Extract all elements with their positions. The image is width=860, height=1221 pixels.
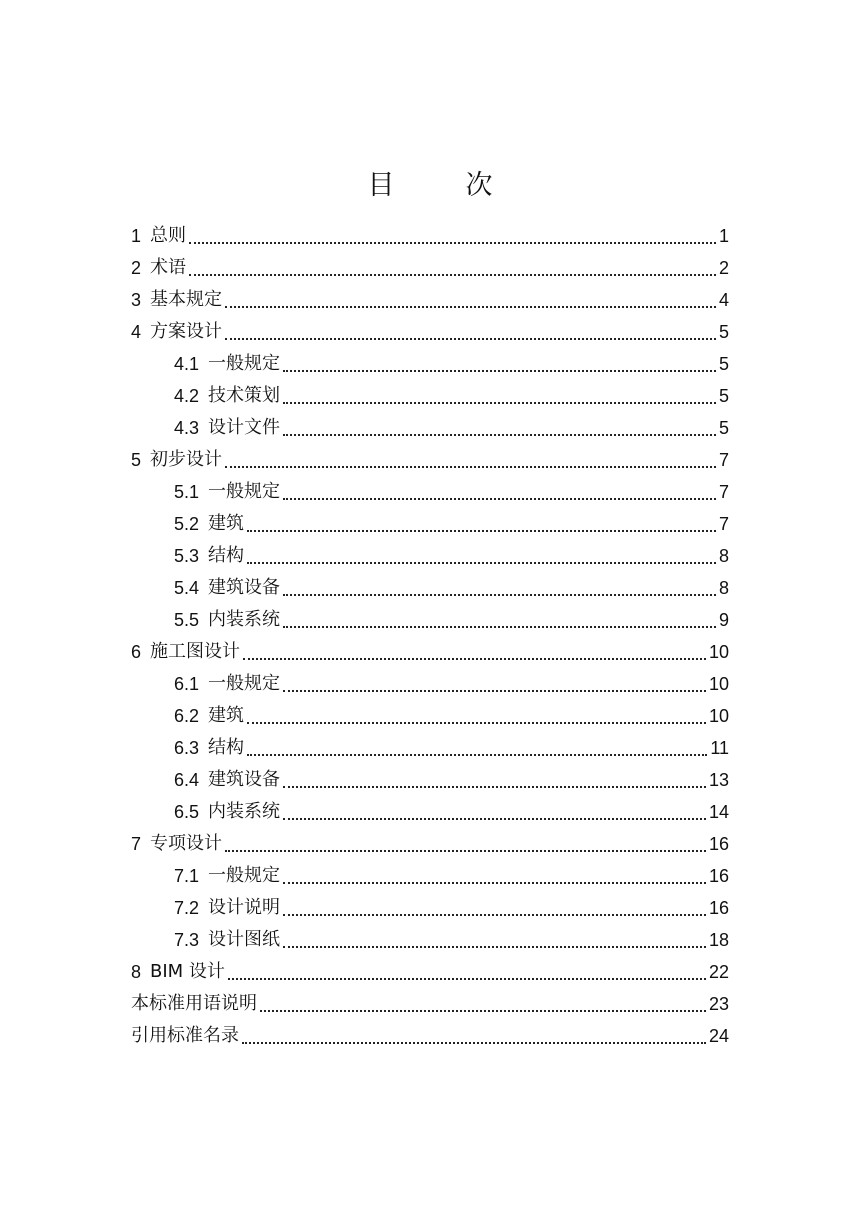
toc-dot-leader xyxy=(225,337,716,340)
toc-entry[interactable] xyxy=(131,988,729,1020)
toc-entry[interactable] xyxy=(131,348,729,380)
toc-entry-title: 结构 xyxy=(208,737,245,758)
toc-dot-leader xyxy=(242,1041,706,1044)
toc-entry-title: 总则 xyxy=(150,225,187,246)
toc-dot-leader xyxy=(260,1009,706,1012)
toc-entry-title: 专项设计 xyxy=(150,833,223,854)
toc-dot-leader xyxy=(283,593,716,596)
toc-entry-number: 3 xyxy=(131,290,142,310)
toc-entry-page-number: 23 xyxy=(708,994,729,1014)
table-of-contents xyxy=(131,220,729,1052)
toc-dot-leader xyxy=(189,241,716,244)
toc-entry-title: 建筑设备 xyxy=(208,769,281,790)
toc-dot-leader xyxy=(283,785,706,788)
toc-entry-number: 6.5 xyxy=(174,802,200,822)
toc-entry-title: 建筑设备 xyxy=(208,577,281,598)
toc-entry[interactable] xyxy=(131,956,729,988)
toc-entry[interactable] xyxy=(131,924,729,956)
toc-entry-page-number: 1 xyxy=(718,226,729,246)
toc-entry-number: 4.1 xyxy=(174,354,200,374)
toc-entry-page-number: 16 xyxy=(708,834,729,854)
toc-entry-title: 技术策划 xyxy=(208,385,281,406)
toc-entry-title: 一般规定 xyxy=(208,865,281,886)
toc-entry-number: 4.3 xyxy=(174,418,200,438)
toc-entry-number: 6 xyxy=(131,642,142,662)
toc-entry-title: 一般规定 xyxy=(208,481,281,502)
toc-entry-number: 5.1 xyxy=(174,482,200,502)
toc-entry-title: 初步设计 xyxy=(150,449,223,470)
toc-entry-number: 7.1 xyxy=(174,866,200,886)
toc-entry-number: 5.4 xyxy=(174,578,200,598)
toc-dot-leader xyxy=(247,721,706,724)
toc-entry-page-number: 7 xyxy=(718,482,729,502)
toc-dot-leader xyxy=(243,657,706,660)
toc-entry-number: 5 xyxy=(131,450,142,470)
toc-entry[interactable] xyxy=(131,284,729,316)
toc-entry-page-number: 5 xyxy=(718,418,729,438)
toc-entry-page-number: 8 xyxy=(718,578,729,598)
toc-entry-title: 施工图设计 xyxy=(150,641,241,662)
toc-entry-title: 设计说明 xyxy=(208,897,281,918)
toc-entry-title: 建筑 xyxy=(208,513,245,534)
toc-dot-leader xyxy=(283,433,716,436)
toc-entry-number: 7 xyxy=(131,834,142,854)
toc-entry-number: 6.4 xyxy=(174,770,200,790)
toc-entry-page-number: 4 xyxy=(718,290,729,310)
toc-dot-leader xyxy=(225,305,716,308)
toc-entry[interactable] xyxy=(131,604,729,636)
toc-entry-page-number: 8 xyxy=(718,546,729,566)
toc-entry-title: 内装系统 xyxy=(208,609,281,630)
toc-dot-leader xyxy=(283,817,706,820)
toc-entry-number: 8 xyxy=(131,962,142,982)
toc-entry-page-number: 18 xyxy=(708,930,729,950)
toc-entry-page-number: 5 xyxy=(718,386,729,406)
toc-entry[interactable] xyxy=(131,796,729,828)
toc-entry-page-number: 14 xyxy=(708,802,729,822)
toc-dot-leader xyxy=(247,753,707,756)
toc-entry-page-number: 7 xyxy=(718,514,729,534)
toc-entry[interactable] xyxy=(131,668,729,700)
toc-entry[interactable] xyxy=(131,316,729,348)
toc-entry-page-number: 9 xyxy=(718,610,729,630)
toc-entry[interactable] xyxy=(131,540,729,572)
toc-entry[interactable] xyxy=(131,764,729,796)
toc-dot-leader xyxy=(283,369,716,372)
toc-entry-page-number: 10 xyxy=(708,674,729,694)
toc-entry-title: 基本规定 xyxy=(150,289,223,310)
toc-entry[interactable] xyxy=(131,700,729,732)
toc-entry-title: 设计图纸 xyxy=(208,929,281,950)
toc-entry-title: 方案设计 xyxy=(150,321,223,342)
toc-dot-leader xyxy=(283,625,716,628)
toc-entry-page-number: 16 xyxy=(708,866,729,886)
toc-entry-page-number: 7 xyxy=(718,450,729,470)
toc-entry[interactable] xyxy=(131,476,729,508)
toc-entry-title: 本标准用语说明 xyxy=(131,993,257,1014)
toc-entry-number: 6.1 xyxy=(174,674,200,694)
toc-dot-leader xyxy=(247,561,716,564)
toc-entry[interactable] xyxy=(131,828,729,860)
toc-entry-page-number: 5 xyxy=(718,354,729,374)
toc-entry-number: 2 xyxy=(131,258,142,278)
toc-dot-leader xyxy=(228,977,706,980)
toc-entry-page-number: 24 xyxy=(708,1026,729,1046)
toc-entry-number: 5.5 xyxy=(174,610,200,630)
toc-entry[interactable] xyxy=(131,636,729,668)
toc-entry-title: BIM 设计 xyxy=(150,961,225,982)
toc-dot-leader xyxy=(283,881,706,884)
toc-entry[interactable] xyxy=(131,892,729,924)
page-title: 目 次 xyxy=(367,170,515,201)
toc-entry-page-number: 10 xyxy=(708,706,729,726)
toc-entry[interactable] xyxy=(131,572,729,604)
toc-entry-title: 设计文件 xyxy=(208,417,281,438)
toc-entry-number: 4.2 xyxy=(174,386,200,406)
toc-dot-leader xyxy=(283,913,706,916)
toc-entry-page-number: 13 xyxy=(708,770,729,790)
toc-entry[interactable] xyxy=(131,860,729,892)
toc-entry[interactable] xyxy=(131,444,729,476)
toc-dot-leader xyxy=(283,689,706,692)
toc-entry-title: 引用标准名录 xyxy=(131,1025,239,1046)
toc-entry-number: 7.2 xyxy=(174,898,200,918)
toc-entry-page-number: 2 xyxy=(718,258,729,278)
toc-entry-number: 6.3 xyxy=(174,738,200,758)
toc-entry[interactable] xyxy=(131,380,729,412)
toc-entry-page-number: 10 xyxy=(708,642,729,662)
toc-entry-title: 建筑 xyxy=(208,705,245,726)
toc-entry-title: 内装系统 xyxy=(208,801,281,822)
toc-dot-leader xyxy=(283,401,716,404)
toc-entry[interactable] xyxy=(131,1020,729,1052)
toc-entry-page-number: 5 xyxy=(718,322,729,342)
toc-entry-number: 4 xyxy=(131,322,142,342)
toc-dot-leader xyxy=(189,273,716,276)
toc-dot-leader xyxy=(283,945,706,948)
toc-entry[interactable] xyxy=(131,220,729,252)
toc-entry[interactable] xyxy=(131,412,729,444)
toc-dot-leader xyxy=(283,497,716,500)
toc-entry-page-number: 16 xyxy=(708,898,729,918)
toc-entry-page-number: 22 xyxy=(708,962,729,982)
toc-entry-title: 一般规定 xyxy=(208,353,281,374)
toc-entry-title: 一般规定 xyxy=(208,673,281,694)
toc-entry-number: 5.3 xyxy=(174,546,200,566)
toc-dot-leader xyxy=(225,465,716,468)
toc-entry-number: 5.2 xyxy=(174,514,200,534)
toc-entry[interactable] xyxy=(131,732,729,764)
toc-entry-number: 1 xyxy=(131,226,142,246)
toc-entry-number: 7.3 xyxy=(174,930,200,950)
toc-entry-page-number: 11 xyxy=(710,738,729,758)
toc-dot-leader xyxy=(247,529,716,532)
toc-dot-leader xyxy=(225,849,706,852)
toc-entry-number: 6.2 xyxy=(174,706,200,726)
toc-entry[interactable] xyxy=(131,252,729,284)
toc-entry-title: 术语 xyxy=(150,257,187,278)
toc-entry-title: 结构 xyxy=(208,545,245,566)
toc-entry[interactable] xyxy=(131,508,729,540)
